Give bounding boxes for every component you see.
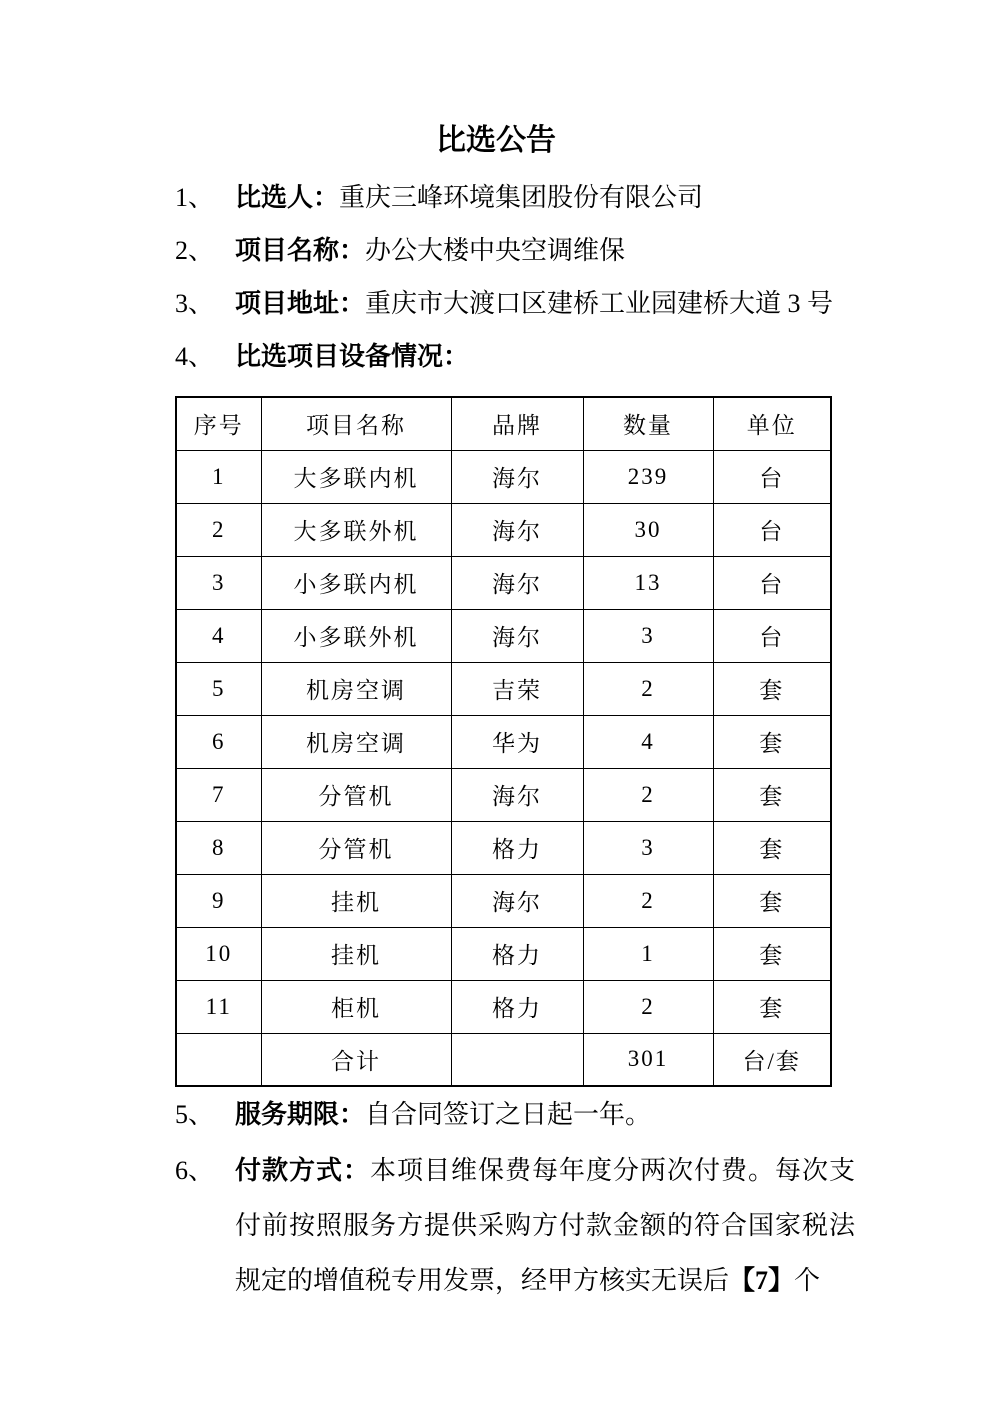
table-row (176, 556, 831, 609)
table-row (176, 1033, 831, 1086)
table-row (176, 662, 831, 715)
table-cell: 套 (713, 768, 831, 821)
table-cell: 4 (583, 715, 713, 768)
table-row (176, 980, 831, 1033)
table-cell: 2 (583, 768, 713, 821)
table-cell: 小多联外机 (261, 609, 451, 662)
item-text (235, 184, 855, 212)
table-cell: 1 (583, 927, 713, 980)
table-cell: 1 (176, 450, 261, 503)
item-number: 6、 (175, 1156, 215, 1185)
table-cell: 套 (713, 821, 831, 874)
table-cell: 3 (176, 556, 261, 609)
table-cell: 套 (713, 715, 831, 768)
table-cell: 海尔 (451, 768, 583, 821)
list-item-1 (175, 184, 855, 212)
table-cell: 合计 (261, 1033, 451, 1086)
item-number: 4、 (175, 342, 215, 371)
table-cell: 海尔 (451, 450, 583, 503)
table-cell: 华为 (451, 715, 583, 768)
table-cell: 8 (176, 821, 261, 874)
item-text (235, 237, 855, 265)
table-cell: 挂机 (261, 927, 451, 980)
table-cell: 2 (176, 503, 261, 556)
col-header-brand: 品牌 (451, 397, 583, 450)
table-cell: 套 (713, 980, 831, 1033)
item-text (235, 1101, 855, 1129)
col-header-index: 序号 (176, 397, 261, 450)
item-number: 5、 (175, 1100, 215, 1129)
table-cell: 2 (583, 980, 713, 1033)
list-item-6 (175, 1143, 855, 1308)
table-cell: 台 (713, 609, 831, 662)
list-item-4 (175, 343, 855, 371)
table-row (176, 450, 831, 503)
table-cell: 30 (583, 503, 713, 556)
table-row (176, 927, 831, 980)
table-cell: 13 (583, 556, 713, 609)
table-cell: 2 (583, 874, 713, 927)
table-header-row (176, 397, 831, 450)
item-value: 本项目维保费每年度分两次付费。每次支付前按照服务方提供采购方付款金额的符合国家税法规定的增值税专用发票，经甲方核实无误后 (235, 1156, 855, 1295)
table-cell: 台/套 (713, 1033, 831, 1086)
table-cell: 格力 (451, 927, 583, 980)
table-cell: 分管机 (261, 768, 451, 821)
item-label: 比选人： (235, 183, 340, 212)
item-label: 项目地址： (235, 289, 366, 318)
table-cell: 机房空调 (261, 715, 451, 768)
list-item-3 (175, 290, 855, 318)
table-cell: 3 (583, 609, 713, 662)
table-cell: 挂机 (261, 874, 451, 927)
table-row (176, 715, 831, 768)
table-cell: 台 (713, 556, 831, 609)
item-text (235, 290, 855, 318)
table-cell: 7 (176, 768, 261, 821)
table-cell: 海尔 (451, 609, 583, 662)
item-text (235, 343, 855, 371)
list-item-2 (175, 237, 855, 265)
table-cell: 5 (176, 662, 261, 715)
item-label: 项目名称： (235, 236, 366, 265)
document-title: 比选公告 (436, 124, 556, 157)
item-label: 比选项目设备情况： (235, 342, 470, 371)
table-cell: 3 (583, 821, 713, 874)
table-cell: 4 (176, 609, 261, 662)
item-text (235, 1143, 855, 1308)
document-body (0, 164, 992, 1308)
table-cell: 大多联外机 (261, 503, 451, 556)
table-cell: 海尔 (451, 556, 583, 609)
col-header-quantity: 数量 (583, 397, 713, 450)
table-cell: 分管机 (261, 821, 451, 874)
table-cell: 台 (713, 503, 831, 556)
table-cell: 239 (583, 450, 713, 503)
table-cell: 格力 (451, 821, 583, 874)
table-cell: 套 (713, 927, 831, 980)
col-header-item-name: 项目名称 (261, 397, 451, 450)
item-number: 1、 (175, 183, 215, 212)
table-cell: 11 (176, 980, 261, 1033)
table-cell: 2 (583, 662, 713, 715)
col-header-unit: 单位 (713, 397, 831, 450)
table-cell: 6 (176, 715, 261, 768)
table-cell: 格力 (451, 980, 583, 1033)
item-value-suffix: 个 (794, 1266, 821, 1295)
item-label: 付款方式： (235, 1156, 370, 1185)
table-cell: 套 (713, 662, 831, 715)
table-cell (176, 1033, 261, 1086)
item-value: 自合同签订之日起一年。 (365, 1100, 652, 1129)
table-cell: 9 (176, 874, 261, 927)
item-value: 办公大楼中央空调维保 (365, 236, 626, 265)
item-highlight: 【7】 (729, 1266, 795, 1295)
table-row (176, 503, 831, 556)
table-row (176, 874, 831, 927)
table-cell: 10 (176, 927, 261, 980)
table-cell: 海尔 (451, 874, 583, 927)
item-label: 服务期限： (235, 1100, 366, 1129)
table-cell: 大多联内机 (261, 450, 451, 503)
table-cell: 台 (713, 450, 831, 503)
table-cell: 海尔 (451, 503, 583, 556)
table-row (176, 821, 831, 874)
item-value: 重庆市大渡口区建桥工业园建桥大道 3 号 (365, 289, 834, 318)
table-cell: 套 (713, 874, 831, 927)
table-cell: 柜机 (261, 980, 451, 1033)
table-cell: 小多联内机 (261, 556, 451, 609)
item-number: 2、 (175, 236, 215, 265)
table-row (176, 609, 831, 662)
table-cell: 吉荣 (451, 662, 583, 715)
table-cell (451, 1033, 583, 1086)
table-cell: 机房空调 (261, 662, 451, 715)
item-number: 3、 (175, 289, 215, 318)
list-item-5 (175, 1101, 855, 1129)
table-row (176, 768, 831, 821)
equipment-table (175, 396, 832, 1087)
table-cell: 301 (583, 1033, 713, 1086)
item-value: 重庆三峰环境集团股份有限公司 (339, 183, 704, 212)
